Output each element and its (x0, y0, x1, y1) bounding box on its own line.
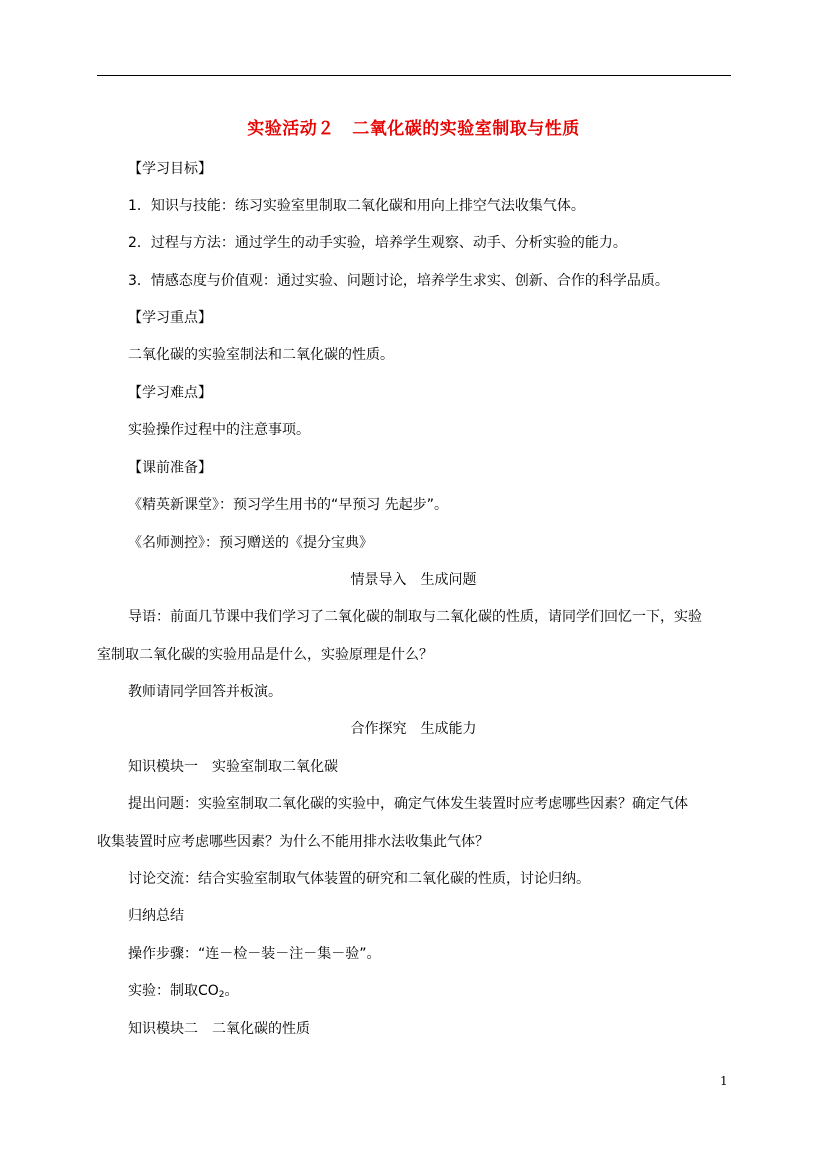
paragraph-discussion: 讨论交流：结合实验室制取气体装置的研究和二氧化碳的性质，讨论归纳。 (128, 871, 590, 887)
experiment-text: 实验：制取CO (128, 983, 219, 999)
paragraph-difficulties: 实验操作过程中的注意事项。 (128, 422, 310, 438)
section-heading-difficulties: 【学习难点】 (128, 385, 212, 401)
experiment-punctuation: 。 (224, 983, 239, 999)
paragraph-experiment (128, 981, 239, 1005)
section-heading-key-points: 【学习重点】 (128, 310, 212, 326)
paragraph-question-line-1: 提出问题：实验室制取二氧化碳的实验中，确定气体发生装置时应考虑哪些因素？确定气体 (128, 796, 688, 812)
section-heading-exploration: 合作探究 生成能力 (350, 721, 477, 737)
paragraph-intro-line-1: 导语：前面几节课中我们学习了二氧化碳的制取与二氧化碳的性质，请同学们回忆一下，实验 (128, 609, 702, 625)
paragraph-steps: 操作步骤：“连－检－装－注－集－验”。 (128, 946, 381, 962)
document-title: 实验活动２ 二氧化碳的实验室制取与性质 (247, 119, 580, 139)
paragraph-intro-line-2: 室制取二氧化碳的实验用品是什么，实验原理是什么？ (97, 647, 433, 663)
paragraph-teacher-note: 教师请同学回答并板演。 (128, 684, 282, 700)
module-heading-2: 知识模块二 二氧化碳的性质 (128, 1021, 310, 1037)
paragraph-objective-1: 1．知识与技能：练习实验室里制取二氧化碳和用向上排空气法收集气体。 (128, 198, 585, 214)
section-heading-introduction: 情景导入 生成问题 (350, 572, 477, 588)
page-number: 1 (720, 1074, 728, 1088)
module-heading-1: 知识模块一 实验室制取二氧化碳 (128, 759, 338, 775)
section-heading-preparation: 【课前准备】 (128, 460, 212, 476)
paragraph-objective-2: 2．过程与方法：通过学生的动手实验，培养学生观察、动手、分析实验的能力。 (128, 235, 627, 251)
section-heading-objectives: 【学习目标】 (128, 161, 212, 177)
paragraph-summary-heading: 归纳总结 (128, 908, 184, 924)
paragraph-question-line-2: 收集装置时应考虑哪些因素？为什么不能用排水法收集此气体？ (97, 834, 489, 850)
paragraph-preparation-1: 《精英新课堂》：预习学生用书的“早预习 先起步”。 (128, 497, 448, 513)
co2-subscript: 2 (218, 990, 225, 1000)
paragraph-key-points: 二氧化碳的实验室制法和二氧化碳的性质。 (128, 347, 394, 363)
paragraph-preparation-2: 《名师测控》：预习赠送的《提分宝典》 (128, 535, 373, 551)
paragraph-objective-3: 3．情感态度与价值观：通过实验、问题讨论，培养学生求实、创新、合作的科学品质。 (128, 273, 669, 289)
header-rule (97, 75, 731, 76)
